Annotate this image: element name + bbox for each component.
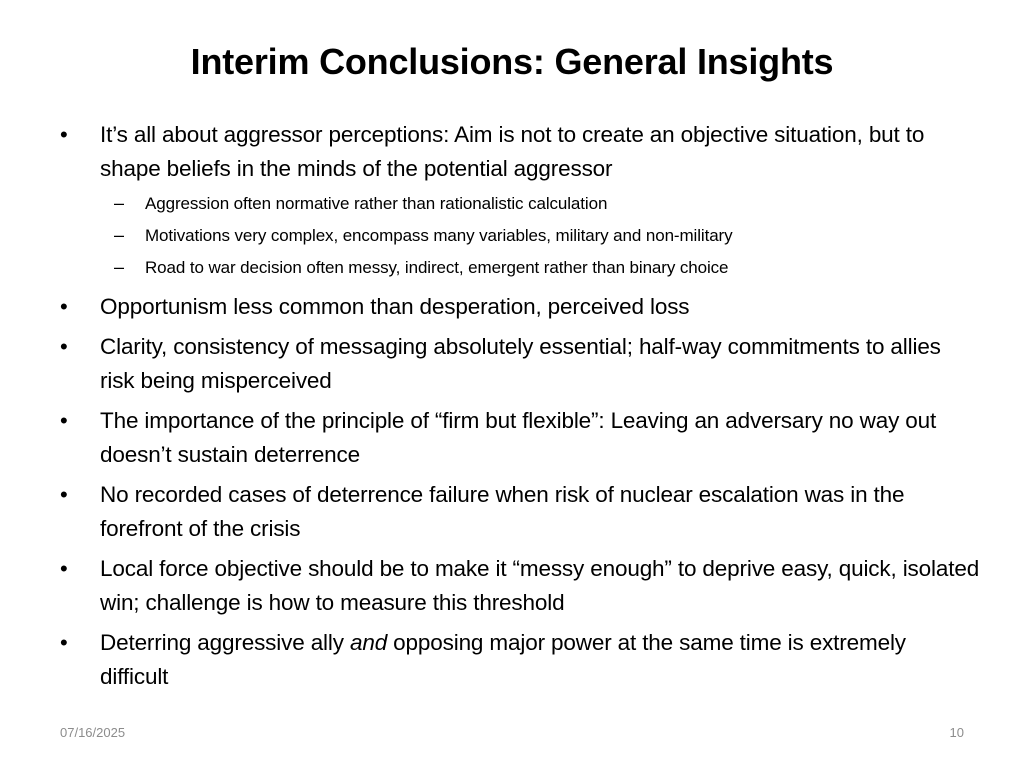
bullet-text: It’s all about aggressor perceptions: Aim is not to create an objective situation, but to shape beliefs in the minds of the potential aggressor (100, 122, 925, 181)
bullet-icon: • (60, 482, 68, 507)
bullet-item (60, 330, 980, 398)
bullet-item (60, 404, 980, 472)
bullet-text: Opportunism less common than desperation, perceived loss (100, 294, 690, 319)
bullet-text-before: Deterring aggressive ally (100, 630, 350, 655)
slide-number: 10 (949, 725, 964, 740)
bullet-icon: • (60, 408, 68, 433)
bullet-item (60, 290, 980, 324)
bullet-item (60, 478, 980, 546)
bullet-icon: • (60, 630, 68, 655)
bullet-icon: • (60, 556, 68, 581)
bullet-text: The importance of the principle of “firm but flexible”: Leaving an adversary no way out doesn’t sustain deterrence (100, 408, 937, 467)
dash-icon: – (114, 257, 124, 277)
sub-bullet-item (100, 188, 980, 220)
bullet-text: Local force objective should be to make it “messy enough” to deprive easy, quick, isolated win; challenge is how to measure this threshold (100, 556, 980, 615)
slide-title: Interim Conclusions: General Insights (190, 41, 834, 82)
bullet-icon: • (60, 122, 68, 147)
bullet-text (100, 630, 906, 689)
bullet-list (60, 118, 980, 694)
bullet-item (60, 118, 980, 284)
sub-bullet-list (100, 188, 980, 284)
bullet-text: Clarity, consistency of messaging absolutely essential; half-way commitments to allies risk being misperceived (100, 334, 941, 393)
dash-icon: – (114, 193, 124, 213)
bullet-item (60, 626, 980, 694)
bullet-icon: • (60, 294, 68, 319)
sub-bullet-text: Road to war decision often messy, indirect, emergent rather than binary choice (145, 258, 729, 277)
bullet-text-emphasis: and (349, 630, 388, 655)
bullet-icon: • (60, 334, 68, 359)
sub-bullet-item (100, 252, 980, 284)
sub-bullet-text: Motivations very complex, encompass many variables, military and non-military (145, 226, 733, 245)
sub-bullet-item (100, 220, 980, 252)
bullet-text-after: opposing major power at the same time is extremely difficult (100, 630, 906, 689)
bullet-item (60, 552, 980, 620)
footer-date: 07/16/2025 (60, 725, 126, 740)
dash-icon: – (114, 225, 124, 245)
sub-bullet-text: Aggression often normative rather than rationalistic calculation (145, 194, 608, 213)
bullet-text: No recorded cases of deterrence failure when risk of nuclear escalation was in the forefront of the crisis (100, 482, 905, 541)
